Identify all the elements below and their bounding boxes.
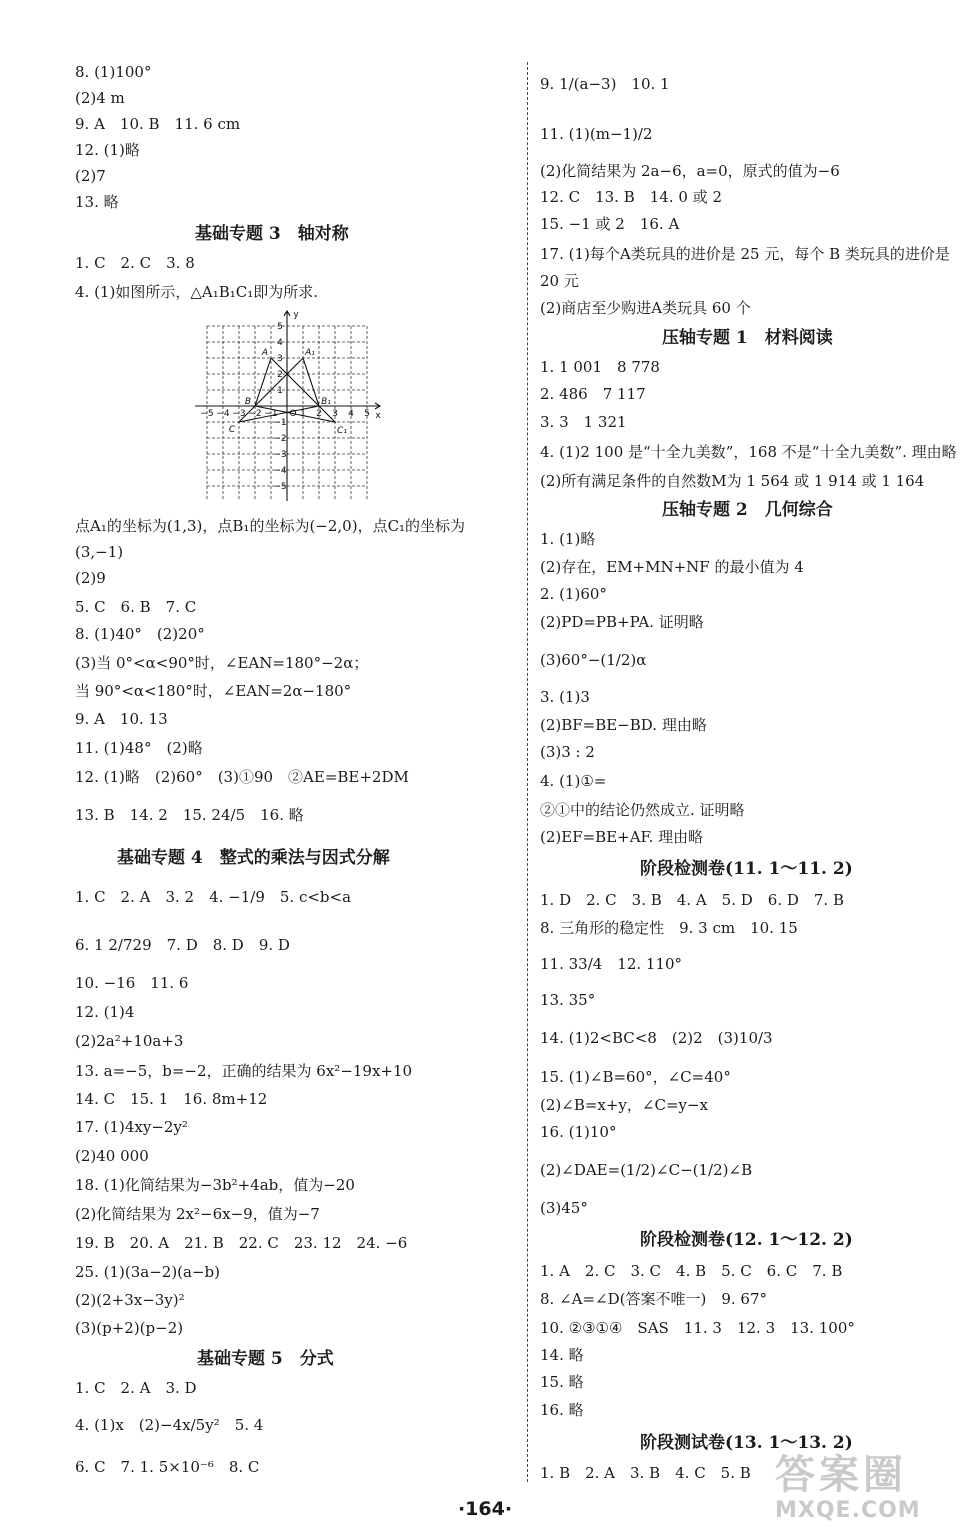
point-label: C (228, 425, 236, 435)
x-tick: 3 (332, 409, 338, 419)
answer-line: 17. (1)4xy−2y² (75, 1118, 188, 1136)
answer-line: 4. (1)x (2)−4x/5y² 5. 4 (75, 1416, 264, 1434)
axis-label-x: x (375, 411, 381, 421)
axis-label-y: y (293, 310, 299, 320)
answer-line: 10. −16 11. 6 (75, 974, 189, 992)
answer-line: 20 元 (540, 272, 579, 290)
answer-line: 14. 略 (540, 1346, 584, 1364)
answer-line: (3)45° (540, 1199, 588, 1217)
answer-line: 18. (1)化简结果为−3b²+4ab，值为−20 (75, 1176, 355, 1194)
x-tick: −3 (232, 409, 246, 419)
answer-line: 16. (1)10° (540, 1123, 617, 1141)
section-heading: 阶段检测卷(12. 1～12. 2) (640, 1230, 853, 1250)
answer-line: 3. 3 1 321 (540, 413, 627, 431)
answer-line: 1. B 2. A 3. B 4. C 5. B (540, 1464, 751, 1482)
point-label: A (261, 348, 269, 358)
answer-line: (2)存在，EM+MN+NF 的最小值为 4 (540, 558, 804, 576)
answer-line: 15. −1 或 2 16. A (540, 215, 680, 233)
answer-line: 1. A 2. C 3. C 4. B 5. C 6. C 7. B (540, 1262, 843, 1280)
answer-line: (3)(p+2)(p−2) (75, 1319, 184, 1337)
answer-line: 1. C 2. C 3. 8 (75, 254, 195, 272)
answer-line: 6. C 7. 1. 5×10⁻⁶ 8. C (75, 1458, 260, 1476)
answer-line: (2)9 (75, 569, 106, 587)
y-tick: 1 (277, 386, 283, 396)
answer-line: (3,−1) (75, 543, 124, 561)
watermark-en: MXQE.COM (775, 1498, 921, 1523)
answer-line: (2)商店至少购进A类玩具 60 个 (540, 299, 751, 317)
answer-line: 11. (1)48° (2)略 (75, 739, 203, 757)
answer-line: 15. (1)∠B=60°，∠C=40° (540, 1068, 731, 1086)
answer-line: 25. (1)(3a−2)(a−b) (75, 1263, 220, 1281)
point-label: B (244, 397, 252, 407)
point-label: B₁ (321, 397, 331, 407)
answer-line: 13. a=−5，b=−2，正确的结果为 6x²−19x+10 (75, 1062, 413, 1080)
answer-line: 8. ∠A=∠D(答案不唯一) 9. 67° (540, 1290, 768, 1308)
coordinate-grid-figure (190, 305, 390, 505)
answer-line: 4. (1)①= (540, 772, 607, 790)
answer-line: (2)2a²+10a+3 (75, 1032, 184, 1050)
answer-line: 1. 1 001 8 778 (540, 358, 660, 376)
answer-line: 1. C 2. A 3. 2 4. −1/9 5. c<b<a (75, 888, 352, 906)
answer-line: 6. 1 2/729 7. D 8. D 9. D (75, 936, 290, 954)
answer-line: (2)(2+3x−3y)² (75, 1291, 185, 1309)
x-tick: −5 (200, 409, 214, 419)
x-tick: 4 (348, 409, 354, 419)
answer-line: 9. A 10. B 11. 6 cm (75, 115, 241, 133)
section-heading: 阶段测试卷(13. 1～13. 2) (640, 1433, 853, 1453)
y-tick: −5 (273, 482, 287, 492)
point-label: C₁ (337, 426, 347, 436)
answer-line: 12. (1)略 (75, 141, 140, 159)
section-heading: 压轴专题 1 材料阅读 (662, 328, 833, 348)
y-tick: 3 (277, 354, 283, 364)
answer-line: 10. ②③①④ SAS 11. 3 12. 3 13. 100° (540, 1319, 855, 1337)
y-tick: 4 (277, 338, 283, 348)
column-divider (527, 62, 528, 1482)
answer-line: 12. C 13. B 14. 0 或 2 (540, 188, 722, 206)
answer-line: (3)3 : 2 (540, 743, 595, 761)
answer-line: (2)40 000 (75, 1147, 149, 1165)
section-heading: 基础专题 5 分式 (197, 1349, 334, 1369)
answer-line: 9. 1/(a−3) 10. 1 (540, 75, 670, 93)
answer-line: 当 90°<α<180°时，∠EAN=2α−180° (75, 682, 352, 700)
answer-line: 1. C 2. A 3. D (75, 1379, 197, 1397)
answer-line: (2)化简结果为 2x²−6x−9，值为−7 (75, 1205, 320, 1223)
section-heading: 基础专题 3 轴对称 (195, 224, 349, 244)
answer-line: 3. (1)3 (540, 688, 590, 706)
y-tick: 5 (277, 322, 283, 332)
answer-line: 5. C 6. B 7. C (75, 598, 197, 616)
answer-line: 4. (1)如图所示，△A₁B₁C₁即为所求. (75, 283, 319, 301)
y-tick: −4 (273, 466, 287, 476)
x-tick: −4 (216, 409, 230, 419)
answer-line: 2. (1)60° (540, 585, 607, 603)
section-heading: 压轴专题 2 几何综合 (662, 500, 833, 520)
answer-line: 1. (1)略 (540, 530, 596, 548)
answer-line: 9. A 10. 13 (75, 710, 168, 728)
x-tick: 1 (300, 409, 306, 419)
y-tick: 2 (277, 370, 283, 380)
answer-line: 14. (1)2<BC<8 (2)2 (3)10/3 (540, 1029, 773, 1047)
answer-line: 13. 略 (75, 193, 119, 211)
answer-line: (3)当 0°<α<90°时，∠EAN=180°−2α； (75, 654, 369, 672)
answer-line: 2. 486 7 117 (540, 385, 646, 403)
answer-line: 16. 略 (540, 1401, 584, 1419)
y-tick: −1 (273, 418, 287, 428)
answer-line: 15. 略 (540, 1373, 584, 1391)
watermark-cn: 答案圈 (775, 1452, 907, 1498)
x-tick: −1 (264, 409, 278, 419)
answer-line: 1. D 2. C 3. B 4. A 5. D 6. D 7. B (540, 891, 844, 909)
answer-line: (2)7 (75, 167, 106, 185)
answer-line: 13. B 14. 2 15. 24/5 16. 略 (75, 806, 304, 824)
answer-line: (2)4 m (75, 89, 125, 107)
origin-label: O (289, 409, 297, 419)
answer-line: 8. (1)100° (75, 63, 152, 81)
section-heading: 基础专题 4 整式的乘法与因式分解 (117, 848, 390, 868)
answer-line: (2)PD=PB+PA. 证明略 (540, 613, 704, 631)
page-number: ·164· (457, 1498, 513, 1520)
answer-line: (2)EF=BE+AF. 理由略 (540, 828, 704, 846)
answer-line: ②①中的结论仍然成立. 证明略 (540, 801, 745, 819)
answer-line: 14. C 15. 1 16. 8m+12 (75, 1090, 268, 1108)
answer-line: 8. (1)40° (2)20° (75, 625, 205, 643)
answer-line: 11. (1)(m−1)/2 (540, 125, 653, 143)
y-tick: −2 (273, 434, 287, 444)
answer-line: (2)∠B=x+y，∠C=y−x (540, 1096, 709, 1114)
answer-line: (2)所有满足条件的自然数M为 1 564 或 1 914 或 1 164 (540, 472, 925, 490)
answer-line: (3)60°−(1/2)α (540, 651, 647, 669)
answer-line: 12. (1)略 (2)60° (3)①90 ②AE=BE+2DM (75, 768, 409, 786)
answer-line: 17. (1)每个A类玩具的进价是 25 元，每个 B 类玩具的进价是 (540, 245, 950, 263)
x-tick: −2 (248, 409, 262, 419)
answer-line: 点A₁的坐标为(1,3)，点B₁的坐标为(−2,0)，点C₁的坐标为 (75, 517, 466, 535)
answer-line: 19. B 20. A 21. B 22. C 23. 12 24. −6 (75, 1234, 408, 1252)
y-tick: −3 (273, 450, 287, 460)
answer-line: (2)化简结果为 2a−6，a=0，原式的值为−6 (540, 162, 840, 180)
section-heading: 阶段检测卷(11. 1～11. 2) (640, 859, 853, 879)
answer-line: 8. 三角形的稳定性 9. 3 cm 10. 15 (540, 919, 798, 937)
x-tick: 2 (316, 409, 322, 419)
answer-line: 4. (1)2 100 是“十全九美数”，168 不是“十全九美数”. 理由略 (540, 443, 957, 461)
answer-line: 13. 35° (540, 991, 596, 1009)
point-label: A₁ (305, 348, 315, 358)
answer-line: 11. 33/4 12. 110° (540, 955, 683, 973)
answer-line: (2)∠DAE=(1/2)∠C−(1/2)∠B (540, 1161, 753, 1179)
watermark-logo (775, 1452, 965, 1532)
answer-line: 12. (1)4 (75, 1003, 135, 1021)
answer-line: (2)BF=BE−BD. 理由略 (540, 716, 707, 734)
x-tick: 5 (364, 409, 370, 419)
